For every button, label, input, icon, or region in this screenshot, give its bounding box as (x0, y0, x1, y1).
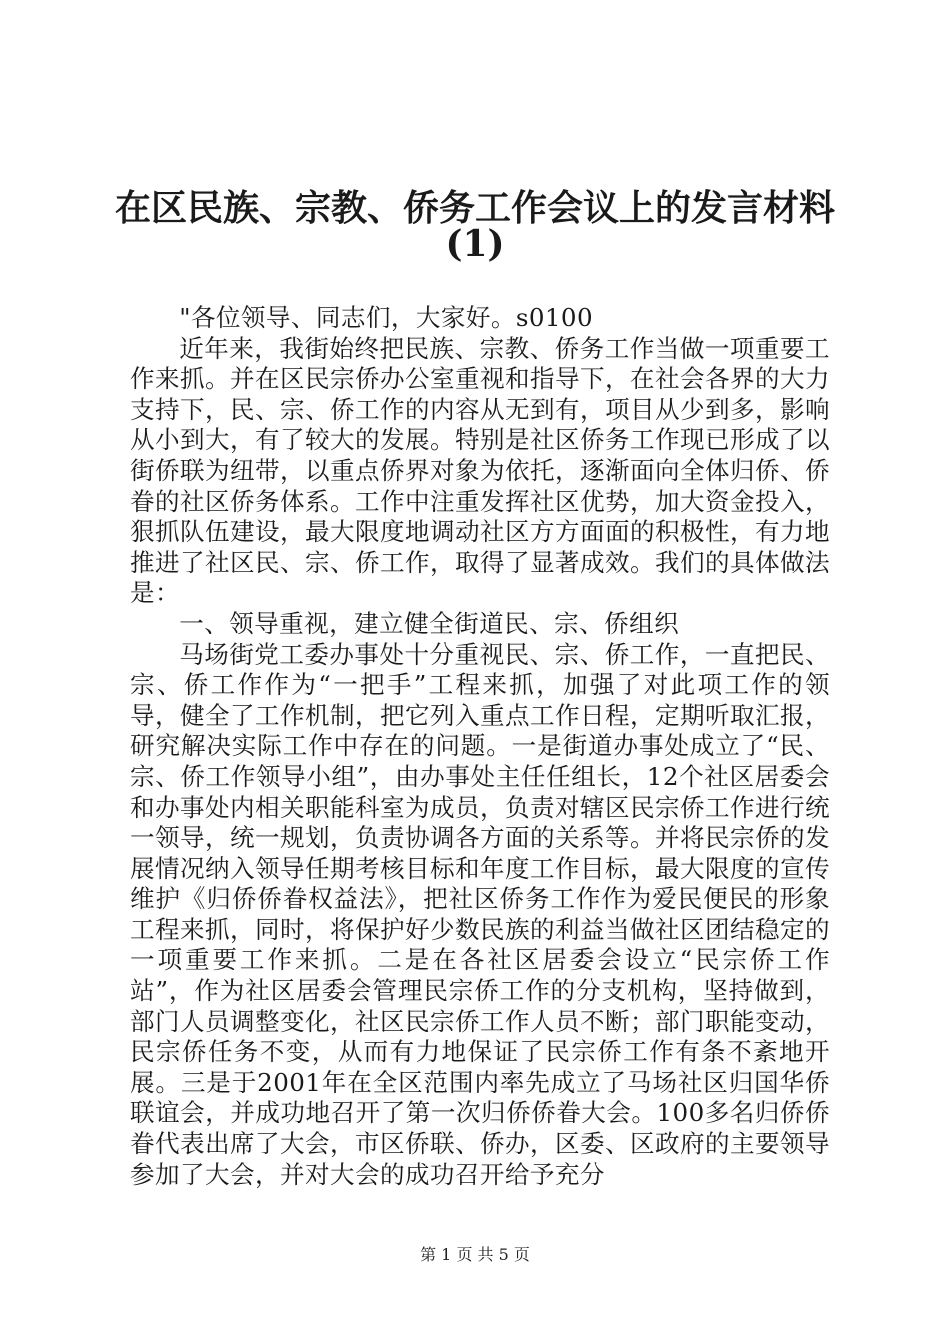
document-body (130, 303, 830, 1190)
paragraph: 马场街党工委办事处十分重视民、宗、侨工作，一直把民、宗、侨工作作为“一把手”工程来抓，加强了对此项工作的领导，健全了工作机制，把它列入重点工作日程，定期听取汇报，研究解决实际工作中存在的问题。一是街道办事处成立了“民、宗、侨工作领导小组”，由办事处主任任组长，12个社区居委会和办事处内相关职能科室为成员，负责对辖区民宗侨工作进行统一领导，统一规划，负责协调各方面的关系等。并将民宗侨的发展情况纳入领导任期考核目标和年度工作目标，最大限度的宣传维护《归侨侨眷权益法》，把社区侨务工作作为爱民便民的形象工程来抓，同时，将保护好少数民族的利益当做社区团结稳定的一项重要工作来抓。二是在各社区居委会设立“民宗侨工作站”，作为社区居委会管理民宗侨工作的分支机构，坚持做到，部门人员调整变化，社区民宗侨工作人员不断；部门职能变动，民宗侨任务不变，从而有力地保证了民宗侨工作有条不紊地开展。三是于2001年在全区范围内率先成立了马场社区归国华侨联谊会，并成功地召开了第一次归侨侨眷大会。100多名归侨侨眷代表出席了大会，市区侨联、侨办，区委、区政府的主要领导参加了大会，并对大会的成功召开给予充分 (130, 639, 830, 1189)
paragraph: 近年来，我街始终把民族、宗教、侨务工作当做一项重要工作来抓。并在区民宗侨办公室重视和指导下，在社会各界的大力支持下，民、宗、侨工作的内容从无到有，项目从少到多，影响从小到大，有了较大的发展。特别是社区侨务工作现已形成了以街侨联为纽带，以重点侨界对象为依托，逐渐面向全体归侨、侨眷的社区侨务体系。工作中注重发挥社区优势，加大资金投入，狠抓队伍建设，最大限度地调动社区方方面面的积极性，有力地推进了社区民、宗、侨工作，取得了显著成效。我们的具体做法是： (130, 333, 830, 608)
paragraph: "各位领导、同志们，大家好。s0100 (179, 303, 594, 332)
page-number-footer: 第 1 页 共 5 页 (420, 1245, 530, 1264)
document-title: 在区民族、宗教、侨务工作会议上的发言材料 (114, 187, 835, 229)
section-heading: 一、领导重视，建立健全街道民、宗、侨组织 (179, 608, 680, 638)
document-title-suffix: (1) (445, 223, 505, 265)
